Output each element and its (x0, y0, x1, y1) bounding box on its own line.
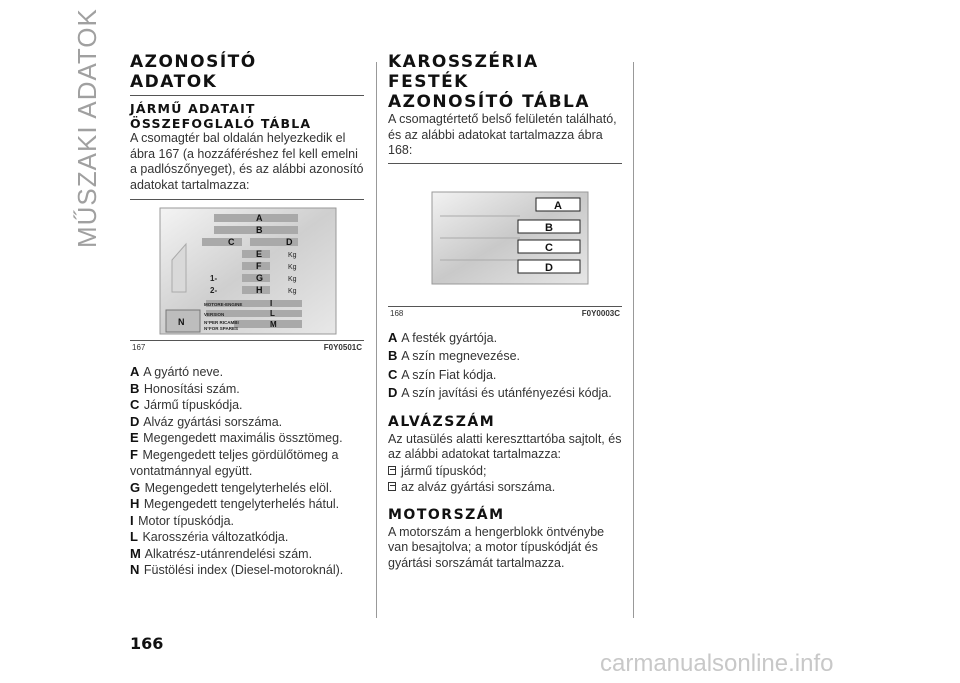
list-item: C A szín Fiat kódja. (388, 366, 497, 382)
chassis-intro: Az utasülés alatti kereszttartóba sajtolt, és az alábbi adatokat tartalmazza: (388, 431, 622, 461)
list-item: L Karosszéria változatkódja. (130, 529, 289, 544)
left-column (130, 52, 364, 579)
plate-text-version: VERSION (204, 312, 225, 317)
list-item: M Alkatrész-utánrendelési szám. (130, 545, 313, 561)
paint-plate-label-d: D (545, 261, 553, 274)
figure-code: F0Y0501C (323, 343, 362, 352)
plate-legend-list (130, 364, 364, 579)
vehicle-plate-intro: A csomagtér bal oldalán helyezkedik el ábra 167 (a hozzáféréshez fel kell emelni a padlószőnyeget), és az alábbi azonosító adatokat tartalmazza: (130, 131, 364, 192)
paint-plate-label-a: A (554, 199, 562, 212)
column-divider (376, 62, 377, 618)
plate-axle-1: 1- (210, 274, 218, 283)
plate-unit-kg-2: Kg (288, 264, 297, 271)
list-item: C Jármű típuskódja. (130, 397, 243, 412)
plate-unit-kg-4: Kg (288, 288, 297, 295)
column-divider (633, 62, 634, 618)
plate-label-n: N (178, 317, 185, 327)
plate-text-engine: MOTORE-ENGINE (204, 302, 243, 307)
figure-number: 167 (132, 343, 146, 352)
plate-axle-2: 2- (210, 286, 218, 295)
page-number: 166 (130, 634, 164, 653)
list-item: D A szín javítási és utánfényezési kódja. (388, 385, 612, 400)
figure-number: 168 (390, 308, 404, 318)
list-item: D Alváz gyártási sorszáma. (130, 413, 283, 429)
divider (130, 95, 364, 96)
figure-168-caption (388, 309, 622, 318)
list-item: B Honosítási szám. (130, 380, 240, 396)
subheading-vehicle-plate: JÁRMŰ ADATAIT ÖSSZEFOGLALÓ TÁBLA (130, 101, 312, 131)
plate-label-c: C (228, 237, 235, 247)
list-item: G Megengedett tengelyterhelés elöl. (130, 479, 333, 495)
section-heading-engine: MOTORSZÁM (388, 506, 505, 523)
bullet-icon (388, 482, 396, 491)
paint-legend-list (388, 330, 622, 402)
list-item: A A festék gyártója. (388, 329, 498, 345)
paint-plate-label-b: B (545, 221, 553, 234)
vehicle-id-plate-illustration (130, 200, 364, 340)
section-heading-paint-plate: KAROSSZÉRIA FESTÉK AZONOSÍTÓ TÁBLA (388, 52, 591, 112)
figure-code: F0Y0003C (581, 308, 620, 318)
plate-label-l: L (270, 309, 275, 318)
section-heading-chassis: ALVÁZSZÁM (388, 413, 496, 430)
plate-label-b: B (256, 225, 263, 235)
paint-plate-label-c: C (545, 241, 553, 254)
plate-label-e: E (256, 249, 263, 259)
list-item: az alváz gyártási sorszáma. (388, 479, 622, 495)
plate-text-spares-it: N°PER RICAMBI (204, 320, 239, 325)
list-item: I Motor típuskódja. (130, 512, 234, 528)
figure-167 (130, 199, 364, 341)
section-heading-identification: AZONOSÍTÓ ADATOK (130, 52, 257, 92)
list-item: H Megengedett tengelyterhelés hátul. (130, 496, 340, 511)
plate-label-d: D (286, 237, 293, 247)
engine-text: A motorszám a hengerblokk öntvénybe van besajtolva; a motor típuskódját és gyártási sorszámát tartalmazza. (388, 524, 605, 570)
list-item: B A szín megnevezése. (388, 348, 521, 363)
paint-plate-intro: A csomagtértető belső felületén található, és az alábbi adatokat tartalmazza ábra 168: (388, 112, 617, 157)
plate-label-a: A (256, 213, 263, 223)
list-item: N Füstölési index (Diesel-motoroknál). (130, 562, 344, 577)
plate-label-g: G (256, 273, 264, 283)
plate-unit-kg-1: Kg (288, 252, 297, 259)
plate-label-m: M (270, 320, 277, 329)
figure-168 (388, 163, 622, 307)
watermark: carmanualsonline.info (600, 650, 834, 677)
side-section-title: MŰSZAKI ADATOK (72, 8, 102, 248)
list-item: jármű típuskód; (388, 463, 622, 479)
bullet-icon (388, 466, 396, 475)
paint-plate-illustration (388, 164, 622, 306)
right-column (388, 52, 622, 571)
list-item: A A gyártó neve. (130, 364, 224, 379)
plate-text-spares-en: N°FOR SPARES (204, 326, 238, 331)
plate-label-i: I (270, 299, 273, 308)
plate-label-h: H (256, 285, 263, 295)
plate-label-f: F (256, 261, 262, 271)
plate-unit-kg-3: Kg (288, 276, 297, 283)
figure-167-caption (130, 343, 364, 352)
list-item: E Megengedett maximális össztömeg. (130, 430, 343, 445)
list-item: F Megengedett teljes gördülőtömeg a vontatmánnyal együtt. (130, 446, 339, 478)
